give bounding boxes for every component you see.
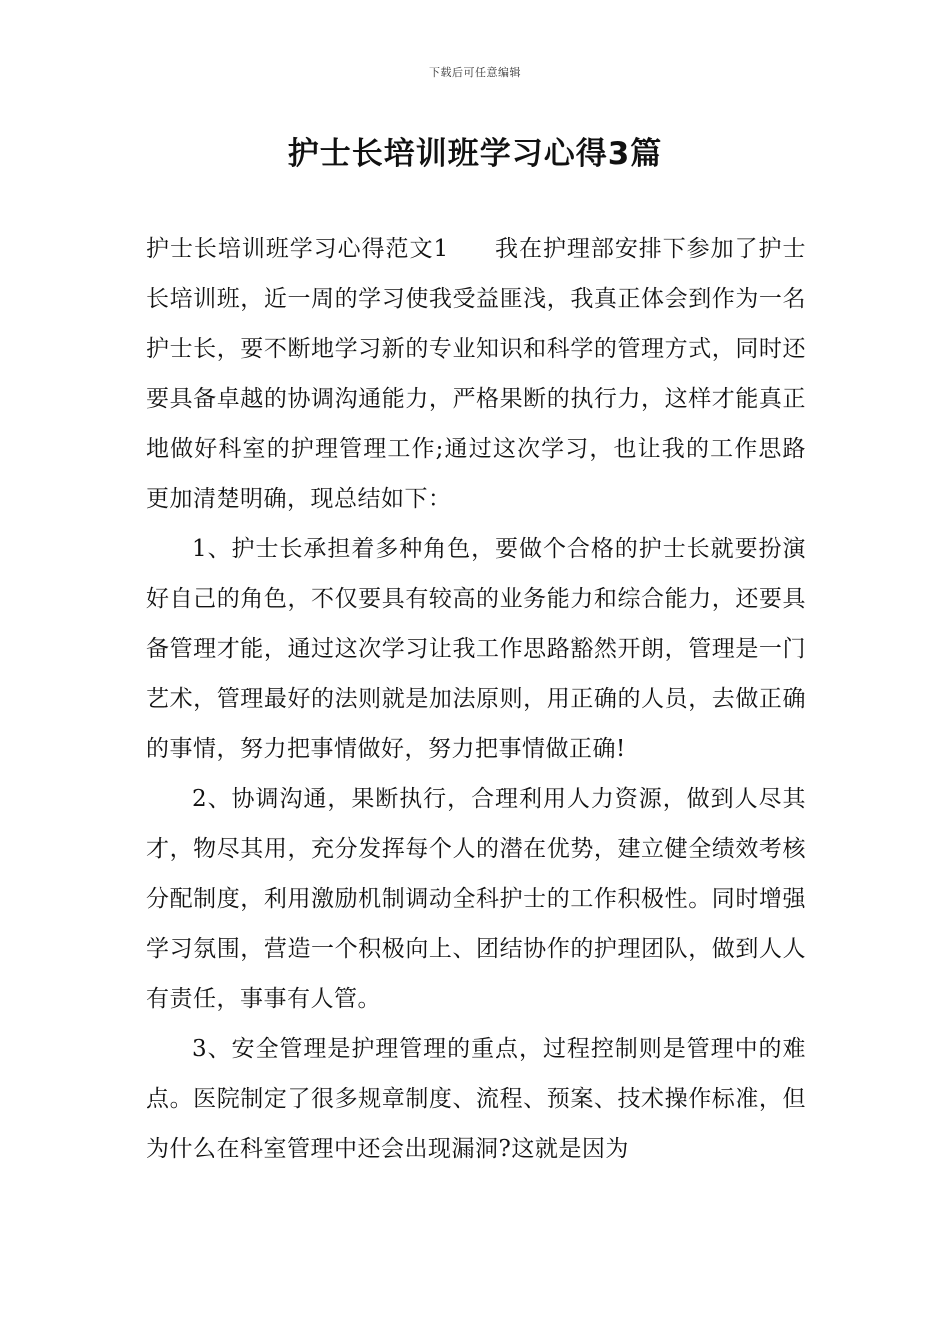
document-body [146, 224, 806, 1174]
document-title: 护士长培训班学习心得3篇 [287, 136, 663, 172]
paragraph-1: 1、护士长承担着多种角色，要做个合格的护士长就要扮演好自己的角色，不仅要具有较高的业务能力和综合能力，还要具备管理才能，通过这次学习让我工作思路豁然开朗，管理是一门艺术，管理最好的法则就是加法原则，用正确的人员，去做正确的事情，努力把事情做好，努力把事情做正确! [146, 536, 806, 762]
paragraph-2: 2、协调沟通，果断执行，合理利用人力资源，做到人尽其才，物尽其用，充分发挥每个人的潜在优势，建立健全绩效考核分配制度，利用激励机制调动全科护士的工作积极性。同时增强学习氛围，营造一个积极向上、团结协作的护理团队，做到人人有责任，事事有人管。 [146, 786, 806, 1012]
intro-label: 护士长培训班学习心得范文1 [146, 236, 449, 262]
header-note: 下载后可任意编辑 [429, 66, 521, 79]
intro-text: 我在护理部安排下参加了护士长培训班，近一周的学习使我受益匪浅，我真正体会到作为一名护士长，要不断地学习新的专业知识和科学的管理方式，同时还要具备卓越的协调沟通能力，严格果断的执行力，这样才能真正地做好科室的护理管理工作;通过这次学习，也让我的工作思路更加清楚明确，现总结如下： [146, 236, 807, 512]
paragraph-3: 3、安全管理是护理管理的重点，过程控制则是管理中的难点。医院制定了很多规章制度、流程、预案、技术操作标准，但为什么在科室管理中还会出现漏洞?这就是因为 [146, 1036, 806, 1162]
intro-paragraph [146, 224, 806, 524]
